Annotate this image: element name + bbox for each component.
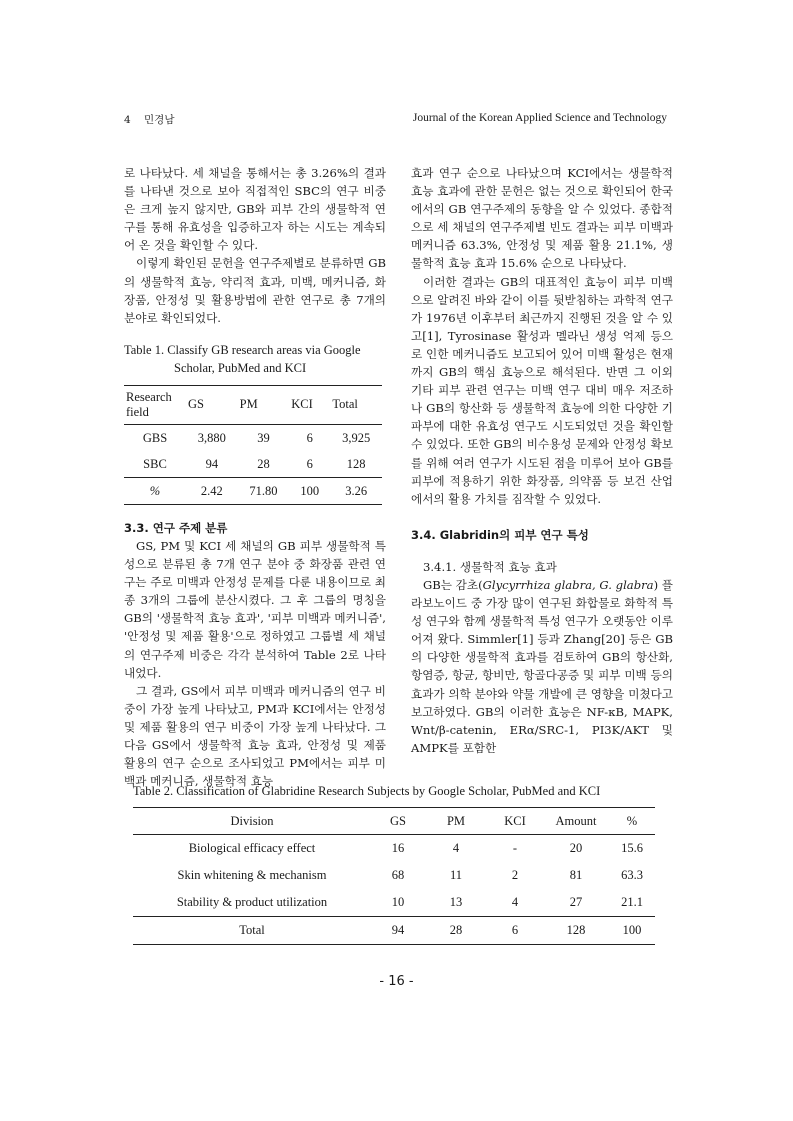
- table2-header-row: [133, 808, 655, 835]
- table-cell: 100: [289, 477, 330, 504]
- table-cell: 13: [449, 895, 463, 909]
- paragraph: 이렇게 확인된 문헌을 연구주제별로 분류하면 GB의 생물학적 효능, 약리적 효과, 미백, 메커니즘, 화장품, 안정성 및 활용방법에 관한 연구로 총 7개의 분야로 확인되었다.: [124, 256, 386, 325]
- table-cell: 2: [511, 868, 519, 882]
- paragraph-text: GB는 감초(: [423, 577, 483, 592]
- header-author: 민경남: [144, 114, 175, 126]
- table-cell: 16: [391, 841, 405, 855]
- table2-block: [133, 784, 655, 945]
- paragraph: GS, PM 및 KCI 세 채널의 GB 피부 생물학적 특성으로 분류된 총 7개 연구 분야 중 화장품 관련 연구는 주로 미백과 안정성 문제를 다룬 내용이므로 최종 3개의 그룹에 분산시켰다. 그 후 그룹의 명칭을 GB의 '생물학적 효능 효과', '피부 미백과 메커니즘', '안정성 및 제품 활용'으로 정하였고 그룹별 세 채널의 연구주제 비중은 각각 분석하여 Table 2로 나타내었다.: [124, 538, 386, 680]
- right-column: [411, 164, 673, 757]
- table-cell: 2.42: [186, 477, 238, 504]
- table-row: [124, 477, 382, 504]
- section-heading-3-4: 3.4. Glabridin의 피부 연구 특성: [411, 527, 589, 542]
- table-cell: 39: [257, 430, 270, 445]
- table1-header: Total: [330, 385, 382, 424]
- table1-header: GS: [186, 385, 238, 424]
- table-cell: Biological efficacy effect: [188, 841, 316, 855]
- table1-header: KCI: [289, 385, 330, 424]
- table-cell: 81: [569, 868, 583, 882]
- paragraph: [411, 576, 673, 757]
- table-cell: 28: [425, 917, 487, 945]
- table1-header: Research field: [124, 385, 186, 424]
- table1-header-row: [124, 385, 382, 424]
- paragraph-text: ) 플라보노이드 중 가장 많이 연구된 화합물로 화학적 특성 연구와 함께 생물학적 특성 연구가 오랫동안 이루어져 왔다. Simmler[1] 등과 Zhang[20] 등은 GB의 다양한 생물학적 효과를 검토하여 GB의 항산화, 항염증, 항균, 항비만, 항골다공증 및 피부 미백 등의 효과가 의학 분야와 약물 개발에 큰 영향을 미쳤다고 보고하였다. GB의 이러한 효능은 NF-κB, MAPK, Wnt/β-catenin, ERα/SRC-1, PI3K/AKT 및 AMPK를 포함한: [411, 577, 674, 755]
- table2-header: PM: [425, 808, 487, 835]
- table-cell: 6: [306, 430, 313, 445]
- table-cell: 100: [609, 917, 655, 945]
- table2-header: %: [609, 808, 655, 835]
- running-header-left: [124, 112, 184, 127]
- table-cell: 128: [346, 456, 366, 471]
- table-cell: 20: [569, 841, 583, 855]
- table-cell: 71.80: [238, 477, 290, 504]
- table2-caption: Table 2. Classification of Glabridine Research Subjects by Google Scholar, PubMed and KCI: [133, 784, 601, 798]
- table-cell: 4: [511, 895, 519, 909]
- table1-caption: [124, 341, 386, 377]
- table-row: [124, 424, 382, 451]
- table-cell: 28: [257, 456, 270, 471]
- table-cell: 94: [371, 917, 425, 945]
- page-footer-number: - 16 -: [379, 974, 414, 989]
- table-cell: 11: [449, 868, 463, 882]
- table-cell: 10: [391, 895, 405, 909]
- table-cell: 68: [391, 868, 405, 882]
- table-cell: Total: [133, 917, 371, 945]
- section-heading-3-3: 3.3. 연구 주제 분류: [124, 520, 228, 535]
- table-cell: %: [124, 477, 186, 504]
- table-cell: 128: [543, 917, 609, 945]
- table-row: [133, 889, 655, 917]
- table-row: [133, 862, 655, 889]
- table1-caption-line2: Scholar, PubMed and KCI: [174, 360, 307, 375]
- table-cell: 63.3: [621, 868, 643, 882]
- left-column: [124, 164, 386, 790]
- table1-header: PM: [238, 385, 290, 424]
- table-cell: Stability & product utilization: [176, 895, 328, 909]
- subsection-heading-3-4-1: 3.4.1. 생물학적 효능 효과: [423, 559, 557, 574]
- table2-header: KCI: [487, 808, 543, 835]
- header-page-number: 4: [124, 114, 131, 126]
- table-cell: 6: [487, 917, 543, 945]
- table2-header: Amount: [543, 808, 609, 835]
- table-cell: 4: [452, 841, 460, 855]
- table-cell: GBS: [142, 430, 168, 445]
- table-cell: 3,880: [197, 430, 226, 445]
- table-cell: 3,925: [342, 430, 371, 445]
- table-cell: 21.1: [621, 895, 643, 909]
- species-name: Glycyrrhiza glabra, G. glabra: [482, 577, 654, 592]
- table-row: [133, 835, 655, 863]
- table2-header: Division: [133, 808, 371, 835]
- paragraph: 이러한 결과는 GB의 대표적인 효능이 피부 미백으로 알려진 바와 같이 이를 뒷받침하는 과학적 연구가 1976년 이후부터 최근까지 진행된 것을 알 수 있고[1], Tyrosinase 활성과 멜라닌 생성 억제 등으로 인한 메커니즘도 보고되어 있어 미백 활성은 현재까지 GB의 핵심 효능으로 해석된다. 반면 그 이외 기타 피부 관련 연구는 미백 연구 대비 매우 저조하나 GB의 항산화 등 생물학적 효능에 의한 다양한 기파부에 대한 유효성 연구도 시도되었던 것을 확인할 수 있었다. 또한 GB의 비수용성 문제와 안정성 확보를 위해 여러 연구가 시도된 점을 미루어 보아 GB를 피부에 적용하기 위한 화장품, 의약품 등 보건 산업에서의 활용 가치를 짐작할 수 있었다.: [411, 274, 673, 506]
- table-cell: -: [512, 841, 518, 855]
- table2: [133, 807, 655, 945]
- table-cell: 6: [306, 456, 313, 471]
- table-row: [133, 917, 655, 945]
- table-cell: 15.6: [621, 841, 643, 855]
- paragraph: 그 결과, GS에서 피부 미백과 메커니즘의 연구 비중이 가장 높게 나타났고, PM과 KCI에서는 안정성 및 제품 활용의 연구 비중이 가장 높게 나타났다. 그다음 GS에서 생물학적 효능 효과, 안정성 및 제품 활용의 연구 순으로 조사되었고 PM에서는 피부 미백과 메커니즘, 생물학적 효능: [124, 683, 386, 789]
- table-cell: 94: [205, 456, 219, 471]
- paragraph: 로 나타났다. 세 채널을 통해서는 총 3.26%의 결과를 나타낸 것으로 보아 직접적인 SBC의 연구 비중은 크게 높지 않지만, GB와 피부 간의 생물학적 연구를 통해 유효성을 입증하고자 하는 시도는 계속되어 온 것을 확인할 수 있다.: [124, 166, 386, 253]
- table-cell: Skin whitening & mechanism: [177, 868, 327, 882]
- table-cell: SBC: [143, 456, 167, 471]
- table1: [124, 385, 382, 505]
- table1-caption-line1: Table 1. Classify GB research areas via Google: [124, 342, 361, 357]
- table-row: [124, 451, 382, 478]
- header-journal: Journal of the Korean Applied Science and Technology: [412, 112, 667, 124]
- table-cell: 3.26: [330, 477, 382, 504]
- table-cell: 27: [569, 895, 583, 909]
- table2-header: GS: [371, 808, 425, 835]
- paragraph: 효과 연구 순으로 나타났으며 KCI에서는 생물학적 효능 효과에 관한 문헌은 없는 것으로 확인되어 한국에서의 GB 연구주제의 동향을 알 수 있었다. 종합적으로 세 채널의 연구주제별 빈도 결과는 피부 미백과 메커니즘 63.3%, 안정성 및 제품 활용 21.1%, 생물학적 효능 효과 15.6% 순으로 나타났다.: [411, 166, 673, 271]
